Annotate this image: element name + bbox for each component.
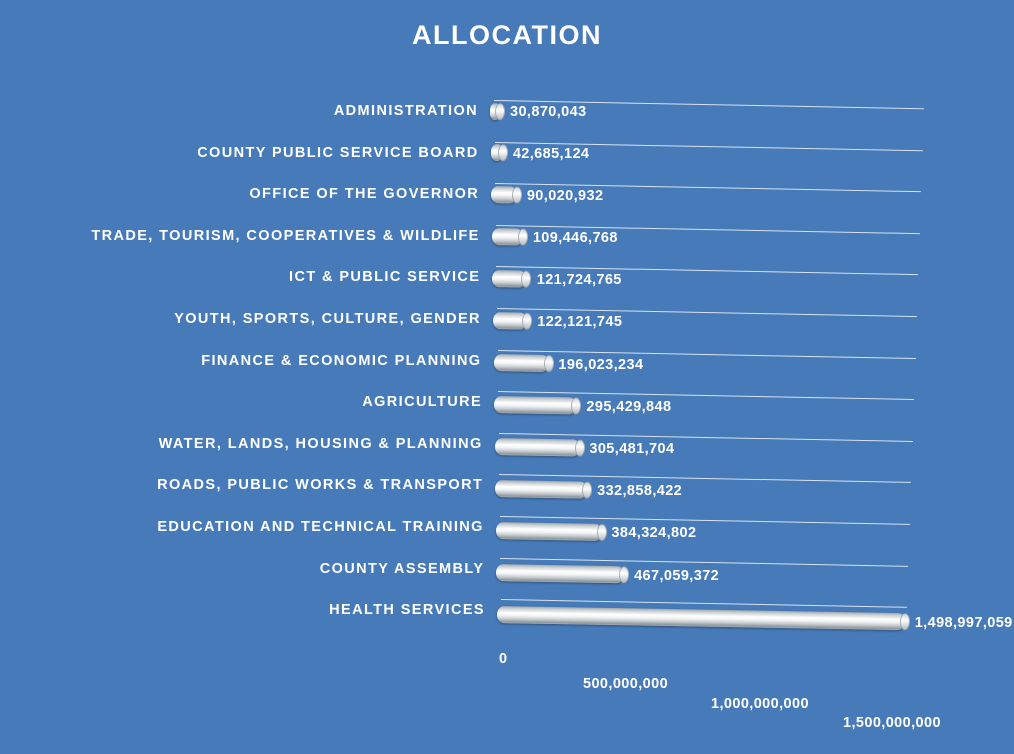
bar-end-cap <box>571 397 581 414</box>
category-label: ICT & PUBLIC SERVICE <box>289 269 481 286</box>
value-label: 121,724,765 <box>536 272 622 289</box>
category-label: ADMINISTRATION <box>333 103 478 119</box>
bar-end-cap <box>518 229 528 246</box>
category-label: COUNTY ASSEMBLY <box>319 560 485 577</box>
value-label: 332,858,422 <box>597 483 683 500</box>
bar-end-cap <box>522 271 532 288</box>
bar <box>492 270 527 288</box>
bar <box>493 354 548 372</box>
x-axis-tick-label: 1,500,000,000 <box>843 715 941 731</box>
x-axis-tick-label: 1,000,000,000 <box>711 696 809 712</box>
value-label: 42,685,124 <box>512 146 590 163</box>
value-label: 295,429,848 <box>586 399 672 416</box>
value-label: 122,121,745 <box>537 314 623 331</box>
value-label: 467,059,372 <box>634 567 720 584</box>
bar <box>493 312 528 330</box>
value-label: 109,446,768 <box>532 230 618 247</box>
bar-end-cap <box>900 613 910 630</box>
bar-end-cap <box>512 187 522 204</box>
bar <box>495 438 580 456</box>
bar-end-cap <box>596 524 606 541</box>
category-label: ROADS, PUBLIC WORKS & TRANSPORT <box>157 477 484 494</box>
category-label: YOUTH, SPORTS, CULTURE, GENDER <box>174 311 481 327</box>
bar <box>494 396 577 414</box>
bar-end-cap <box>495 103 505 120</box>
x-axis-tick-label: 0 <box>499 651 508 667</box>
value-label: 90,020,932 <box>526 188 604 205</box>
category-label: AGRICULTURE <box>362 394 483 411</box>
chart-title: ALLOCATION <box>412 20 602 50</box>
x-axis-tick-label: 500,000,000 <box>583 676 669 692</box>
bar-end-cap <box>498 145 508 162</box>
category-label: OFFICE OF THE GOVERNOR <box>249 186 480 203</box>
bar-end-cap <box>522 313 532 330</box>
bar-end-cap <box>574 439 584 456</box>
bar <box>496 522 602 541</box>
bar <box>496 564 624 583</box>
bar <box>490 144 503 161</box>
bar <box>491 186 517 203</box>
value-label: 384,324,802 <box>611 525 697 542</box>
bar-end-cap <box>582 482 592 499</box>
bar <box>495 480 587 499</box>
value-label: 196,023,234 <box>558 356 644 373</box>
category-label: EDUCATION AND TECHNICAL TRAINING <box>157 519 484 535</box>
value-label: 1,498,997,059 <box>914 614 1013 631</box>
bar-end-cap <box>543 355 553 372</box>
bar-end-cap <box>619 566 629 583</box>
value-label: 30,870,043 <box>510 104 587 121</box>
bar <box>497 606 905 630</box>
category-label: HEALTH SERVICES <box>329 602 485 619</box>
bar <box>492 228 523 246</box>
bar <box>490 103 500 120</box>
category-label: FINANCE & ECONOMIC PLANNING <box>201 352 482 369</box>
value-label: 305,481,704 <box>589 441 675 458</box>
category-label: WATER, LANDS, HOUSING & PLANNING <box>158 435 483 452</box>
category-label: COUNTY PUBLIC SERVICE BOARD <box>197 144 479 161</box>
category-label: TRADE, TOURISM, COOPERATIVES & WILDLIFE <box>91 227 480 244</box>
